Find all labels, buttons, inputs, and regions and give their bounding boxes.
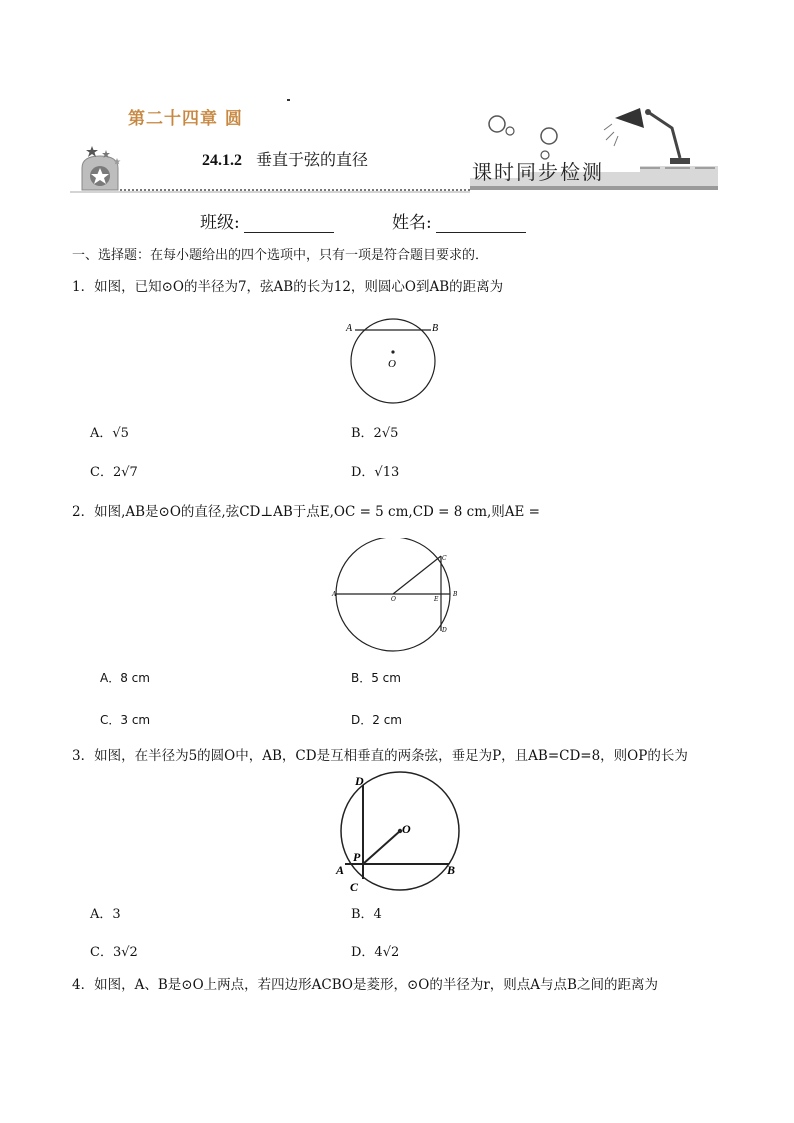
class-blank[interactable] [244, 216, 334, 233]
q2-option-a[interactable]: A．8 cm [100, 671, 150, 685]
name-label: 姓名: [392, 213, 432, 233]
q1-option-b[interactable]: B．2√5 [351, 426, 399, 441]
question-3-figure [330, 768, 464, 896]
label-e: E [434, 596, 439, 603]
label-b: B [447, 863, 456, 877]
class-field [200, 208, 334, 233]
label-a: A [332, 591, 337, 598]
question-2-figure [330, 538, 464, 656]
part-heading: 一、选择题：在每小题给出的四个选项中，只有一项是符合题目要求的． [72, 248, 489, 263]
class-label: 班级: [200, 213, 240, 233]
label-c: C [442, 555, 447, 562]
header-decoration [0, 0, 794, 200]
question-3-text: 3．如图，在半径为5的圆O中，AB，CD是互相垂直的两条弦，垂足为P，且AB=CD=8，则OP的长为 [72, 748, 688, 764]
label-o: O [388, 358, 396, 370]
name-blank[interactable] [436, 216, 526, 233]
badge-text: 课时同步检测 [472, 160, 604, 184]
question-4-text: 4．如图，A、B是⊙O上两点，若四边形ACBO是菱形，⊙O的半径为r，则点A与点B之间的距离为 [72, 977, 658, 993]
q1-option-c[interactable]: C．2√7 [90, 465, 138, 480]
label-d: D [355, 774, 364, 788]
radius-oc [393, 556, 441, 594]
q1-option-d[interactable]: D．√13 [351, 465, 400, 480]
label-a: A [336, 863, 345, 877]
q2-option-d[interactable]: D．2 cm [351, 713, 402, 727]
q3-option-a[interactable]: A．3 [90, 907, 121, 922]
question-1-text: 1．如图，已知⊙O的半径为7，弦AB的长为12，则圆心O到AB的距离为 [72, 279, 504, 295]
label-o: O [402, 822, 411, 836]
label-o: O [391, 596, 396, 603]
name-field [392, 208, 526, 233]
q3-option-d[interactable]: D．4√2 [351, 945, 400, 960]
center-point [391, 350, 394, 353]
label-d: D [442, 627, 447, 634]
desk-lamp-icon [604, 108, 690, 164]
bubble-icon [489, 116, 505, 132]
label-a: A [346, 323, 353, 334]
star-badge-icon [82, 146, 121, 190]
question-2-text: 2．如图,AB是⊙O的直径,弦CD⊥AB于点E,OC = 5 cm,CD = 8 cm,则AE = [72, 504, 540, 520]
q3-option-c[interactable]: C．3√2 [90, 945, 138, 960]
question-1-figure [340, 316, 450, 406]
chapter-title: 第二十四章 圆 [128, 109, 243, 129]
label-c: C [350, 880, 359, 894]
section-number: 24.1.2 [202, 152, 242, 169]
label-b: B [432, 323, 439, 334]
section-heading [202, 147, 368, 170]
section-title: 垂直于弦的直径 [256, 150, 369, 169]
q2-option-c[interactable]: C．3 cm [100, 713, 151, 727]
q3-option-b[interactable]: B．4 [351, 907, 382, 922]
segment-op [363, 831, 400, 864]
label-p: P [353, 850, 361, 864]
label-b: B [453, 591, 458, 598]
q2-option-b[interactable]: B．5 cm [351, 671, 401, 685]
q1-option-a[interactable]: A．√5 [90, 426, 129, 441]
